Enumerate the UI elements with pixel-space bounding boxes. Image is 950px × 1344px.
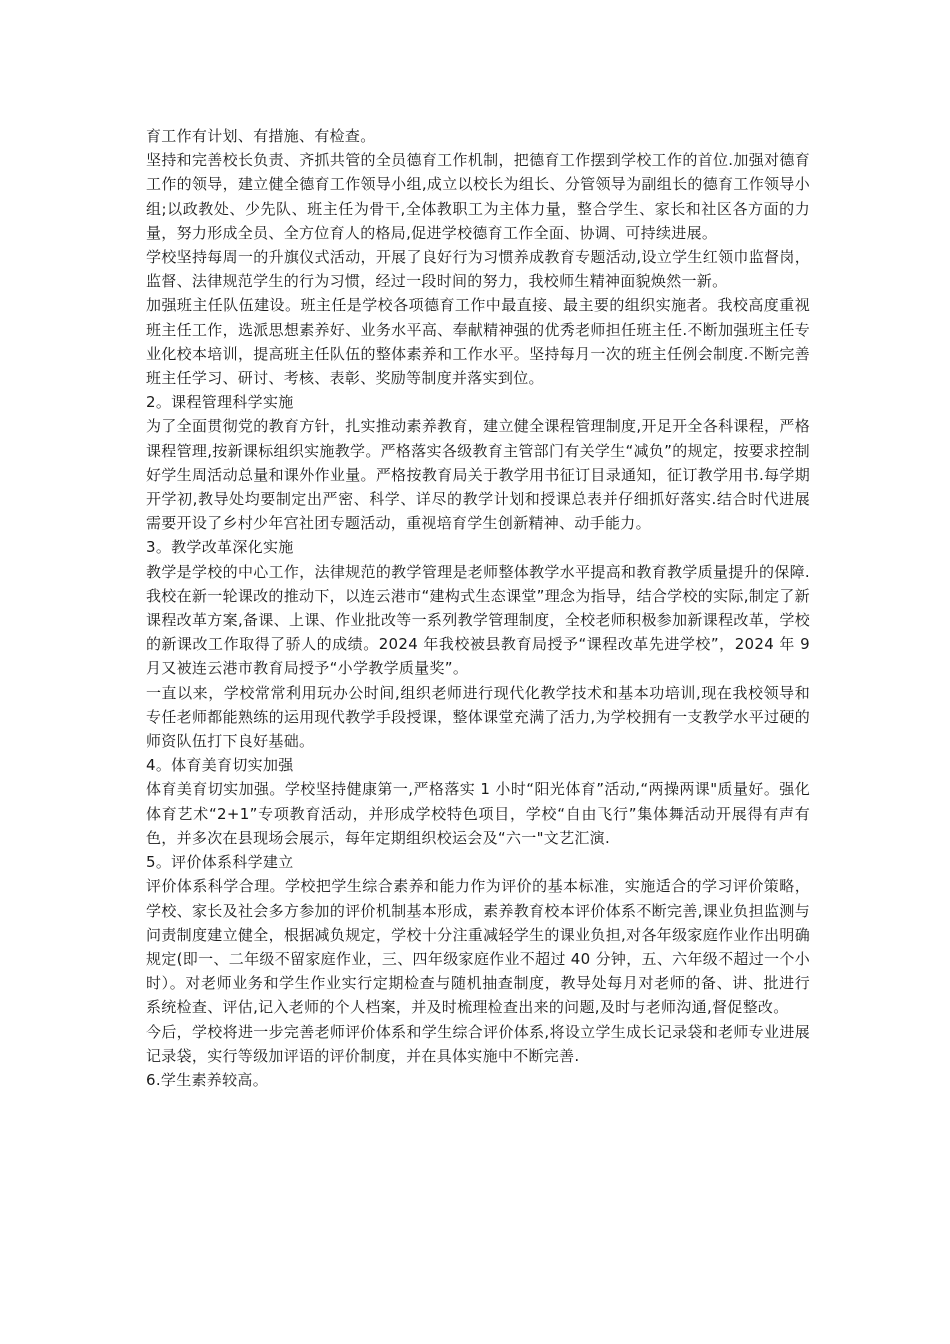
- paragraph: 评价体系科学合理。学校把学生综合素养和能力作为评价的基本标准，实施适合的学习评价策略，学校、家长及社会多方参加的评价机制基本形成，素养教育校本评价体系不断完善,课业负担监测与问责制度建立健全，根据减负规定，学校十分注重减轻学生的课业负担,对各年级家庭作业作出明确规定(即一、二年级不留家庭作业，三、四年级家庭作业不超过 40 分钟，五、六年级不超过一个小时）。对老师业务和学生作业实行定期检查与随机抽查制度，教导处每月对老师的备、讲、批进行系统检查、评估,记入老师的个人档案，并及时梳理检查出来的问题,及时与老师沟通,督促整改。: [146, 877, 810, 1017]
- paragraph: 学校坚持每周一的升旗仪式活动，开展了良好行为习惯养成教育专题活动,设立学生红领巾监督岗，监督、法律规范学生的行为习惯，经过一段时间的努力，我校师生精神面貌焕然一新。: [146, 248, 810, 291]
- document-body: [146, 124, 810, 1092]
- paragraph: 体育美育切实加强。学校坚持健康第一,严格落实 1 小时“阳光体育”活动,“两操两课"质量好。强化体育艺术“2+1”专项教育活动，并形成学校特色项目，学校“自由飞行”集体舞活动开展得有声有色，并多次在县现场会展示，每年定期组织校运会及“六一"文艺汇演.: [146, 780, 810, 847]
- section-heading: 2。课程管理科学实施: [146, 393, 294, 412]
- paragraph: 为了全面贯彻党的教育方针，扎实推动素养教育，建立健全课程管理制度,开足开全各科课程，严格课程管理,按新课标组织实施教学。严格落实各级教育主管部门有关学生“减负”的规定，按要求控制好学生周活动总量和课外作业量。严格按教育局关于教学用书征订目录通知，征订教学用书.每学期开学初,教导处均要制定出严密、科学、详尽的教学计划和授课总表并仔细抓好落实.结合时代进展需要开设了乡村少年宫社团专题活动，重视培育学生创新精神、动手能力。: [146, 417, 810, 533]
- section-heading: 3。教学改革深化实施: [146, 538, 294, 557]
- paragraph: 教学是学校的中心工作，法律规范的教学管理是老师整体教学水平提高和教育教学质量提升的保障.我校在新一轮课改的推动下，以连云港市“建构式生态课堂”理念为指导，结合学校的实际,制定了新课程改革方案,备课、上课、作业批改等一系列教学管理制度，全校老师积极参加新课程改革，学校的新课改工作取得了骄人的成绩。2024 年我校被县教育局授予“课程改革先进学校”，2024 年 9 月又被连云港市教育局授予“小学教学质量奖”。: [146, 562, 810, 678]
- paragraph: 今后，学校将进一步完善老师评价体系和学生综合评价体系,将设立学生成长记录袋和老师专业进展记录袋，实行等级加评语的评价制度，并在具体实施中不断完善.: [146, 1022, 810, 1065]
- section-heading: 4。体育美育切实加强: [146, 756, 294, 775]
- section-heading: 6.学生素养较高。: [146, 1070, 269, 1089]
- paragraph: 加强班主任队伍建设。班主任是学校各项德育工作中最直接、最主要的组织实施者。我校高度重视班主任工作，选派思想素养好、业务水平高、奉献精神强的优秀老师担任班主任.不断加强班主任专业化校本培训，提高班主任队伍的整体素养和工作水平。坚持每月一次的班主任例会制度.不断完善班主任学习、研讨、考核、表彰、奖励等制度并落实到位。: [146, 296, 810, 388]
- paragraph: 坚持和完善校长负责、齐抓共管的全员德育工作机制，把德育工作摆到学校工作的首位.加强对德育工作的领导，建立健全德育工作领导小组,成立以校长为组长、分管领导为副组长的德育工作领导小组;以政教处、少先队、班主任为骨干,全体教职工为主体力量，整合学生、家长和社区各方面的力量，努力形成全员、全方位育人的格局,促进学校德育工作全面、协调、可持续进展。: [146, 151, 810, 242]
- section-heading: 5。评价体系科学建立: [146, 853, 294, 872]
- paragraph: 育工作有计划、有措施、有检查。: [146, 127, 376, 145]
- paragraph: 一直以来，学校常常利用玩办公时间,组织老师进行现代化教学技术和基本功培训,现在我校领导和专任老师都能熟练的运用现代教学手段授课，整体课堂充满了活力,为学校拥有一支教学水平过硬的师资队伍打下良好基础。: [146, 683, 810, 751]
